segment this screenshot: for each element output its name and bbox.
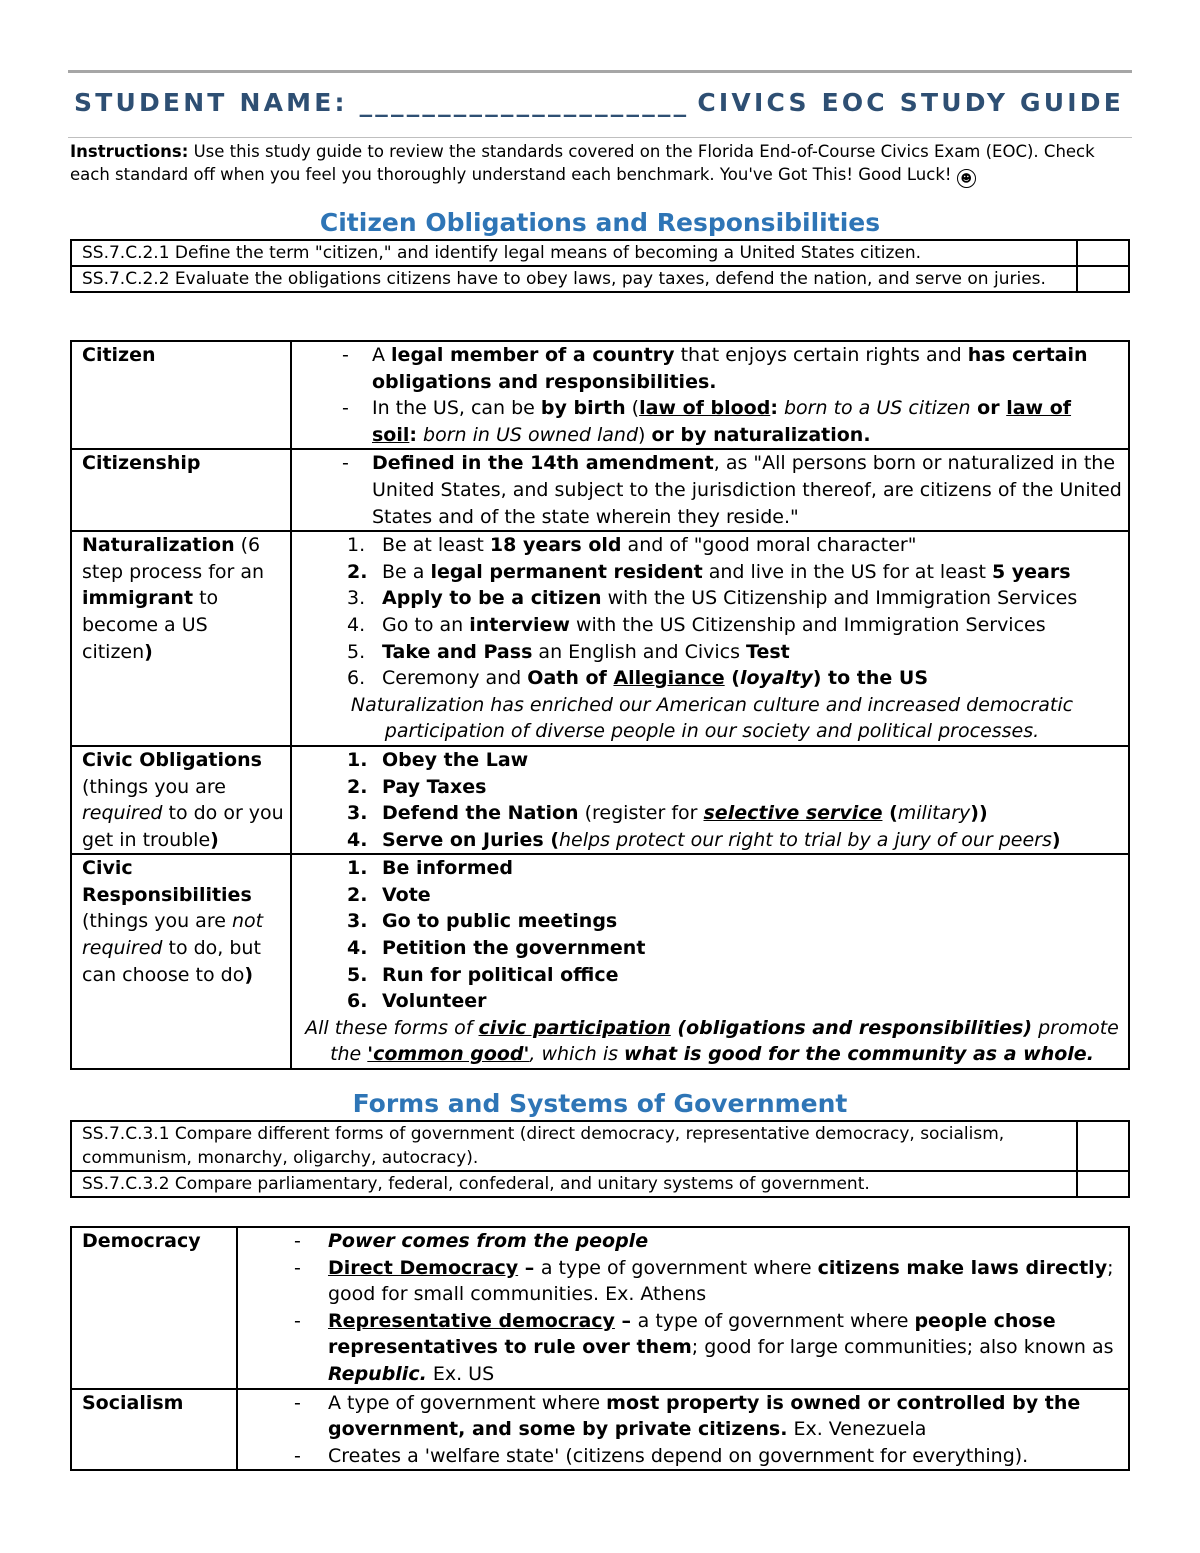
definition-row-citizen bbox=[71, 341, 1129, 449]
standard-row bbox=[71, 1171, 1129, 1197]
standard-checkbox[interactable] bbox=[1077, 266, 1129, 292]
term-citizenship: Citizenship bbox=[71, 449, 291, 531]
standard-text: SS.7.C.2.2 Evaluate the obligations citizens have to obey laws, pay taxes, defend the nation, and serve on juries. bbox=[71, 266, 1077, 292]
civic-participation-note: All these forms of civic participation (obligations and responsibilities) promote the 'common good', which is what is good for the community as a whole. bbox=[305, 1016, 1119, 1066]
section-title-forms-of-government: Forms and Systems of Government bbox=[352, 1089, 848, 1118]
section-title-citizen-obligations: Citizen Obligations and Responsibilities bbox=[319, 208, 881, 237]
definition-row-civic-obligations bbox=[71, 746, 1129, 854]
standard-checkbox[interactable] bbox=[1077, 1121, 1129, 1171]
smiley-face-icon: ☻ bbox=[957, 169, 976, 188]
standard-row bbox=[71, 266, 1129, 292]
standard-text: SS.7.C.3.1 Compare different forms of government (direct democracy, representative democracy, socialism, communism, monarchy, oligarchy, autocracy). bbox=[71, 1121, 1077, 1171]
definition-democracy: - Power comes from the people - Direct Democracy – a type of government where citizens make laws directly; good for small communities. Ex. Athens - Representative democracy – a type of government where people chose representatives to rule over them; good for large communities; also known as Republic. Ex. US bbox=[237, 1227, 1129, 1389]
definition-row-citizenship bbox=[71, 449, 1129, 531]
definition-civic-responsibilities: 1. Be informed 2. Vote 3. Go to public meetings 4. Petition the government 5. Run for political office 6. Volunteer All these forms of civic participation (obligations and responsibilities) promote the 'common good', which is what is good for the community as a whole. bbox=[291, 854, 1129, 1069]
standard-checkbox[interactable] bbox=[1077, 1171, 1129, 1197]
definition-row-naturalization bbox=[71, 531, 1129, 746]
definitions-table-1 bbox=[70, 340, 1130, 1070]
standard-text: SS.7.C.3.2 Compare parliamentary, federal, confederal, and unitary systems of government. bbox=[71, 1171, 1077, 1197]
instructions-label: Instructions: bbox=[70, 142, 189, 161]
standard-checkbox[interactable] bbox=[1077, 240, 1129, 266]
term-socialism: Socialism bbox=[71, 1389, 237, 1471]
definition-civic-obligations: 1. Obey the Law 2. Pay Taxes 3. Defend the Nation (register for selective service (military)) 4. Serve on Juries (helps protect our right to trial by a jury of our peers) bbox=[291, 746, 1129, 854]
term-democracy: Democracy bbox=[71, 1227, 237, 1389]
standards-table-2 bbox=[70, 1120, 1130, 1198]
header-divider bbox=[68, 137, 1132, 138]
page-title: CIVICS EOC STUDY GUIDE bbox=[697, 88, 1124, 117]
standards-table-1 bbox=[70, 239, 1130, 293]
definition-row-civic-responsibilities bbox=[71, 854, 1129, 1069]
term-citizen: Citizen bbox=[71, 341, 291, 449]
student-name-field: STUDENT NAME: _____________________ bbox=[74, 88, 690, 117]
definition-citizen: - A legal member of a country that enjoys certain rights and has certain obligations and responsibilities. - In the US, can be by birth (law of blood: born to a US citizen or law of soil: born in US owned land) or by naturalization. bbox=[291, 341, 1129, 449]
instructions-text: Use this study guide to review the standards covered on the Florida End-of-Course Civics Exam (EOC). Check each standard off when you feel you thoroughly understand each benchmark. You've Got This! Good Luck! bbox=[70, 142, 1095, 184]
naturalization-note: Naturalization has enriched our American culture and increased democratic participation of diverse people in our society and political processes. bbox=[350, 693, 1074, 743]
term-naturalization: Naturalization (6 step process for an immigrant to become a US citizen) bbox=[71, 531, 291, 746]
term-civic-responsibilities: Civic Responsibilities (things you are not required to do, but can choose to do) bbox=[71, 854, 291, 1069]
top-divider bbox=[68, 70, 1132, 73]
instructions bbox=[70, 140, 1135, 188]
definition-row-socialism bbox=[71, 1389, 1129, 1471]
definition-citizenship: - Defined in the 14th amendment, as "All persons born or naturalized in the United States, and subject to the jurisdiction thereof, are citizens of the United States and of the state wherein they reside." bbox=[291, 449, 1129, 531]
definitions-table-2 bbox=[70, 1226, 1130, 1471]
standard-row bbox=[71, 1121, 1129, 1171]
definition-socialism: - A type of government where most property is owned or controlled by the government, and some by private citizens. Ex. Venezuela - Creates a 'welfare state' (citizens depend on government for everything). bbox=[237, 1389, 1129, 1471]
definition-naturalization: 1. Be at least 18 years old and of "good moral character" 2. Be a legal permanent resident and live in the US for at least 5 years 3. Apply to be a citizen with the US Citizenship and Immigration Services 4. Go to an interview with the US Citizenship and Immigration Services 5. Take and Pass an English and Civics Test 6. Ceremony and Oath of Allegiance (loyalty) to the US Naturalization has enriched our American culture and increased democratic participation of diverse people in our society and political processes. bbox=[291, 531, 1129, 746]
definition-row-democracy bbox=[71, 1227, 1129, 1389]
standard-row bbox=[71, 240, 1129, 266]
term-civic-obligations: Civic Obligations (things you are required to do or you get in trouble) bbox=[71, 746, 291, 854]
standard-text: SS.7.C.2.1 Define the term "citizen," and identify legal means of becoming a United States citizen. bbox=[71, 240, 1077, 266]
